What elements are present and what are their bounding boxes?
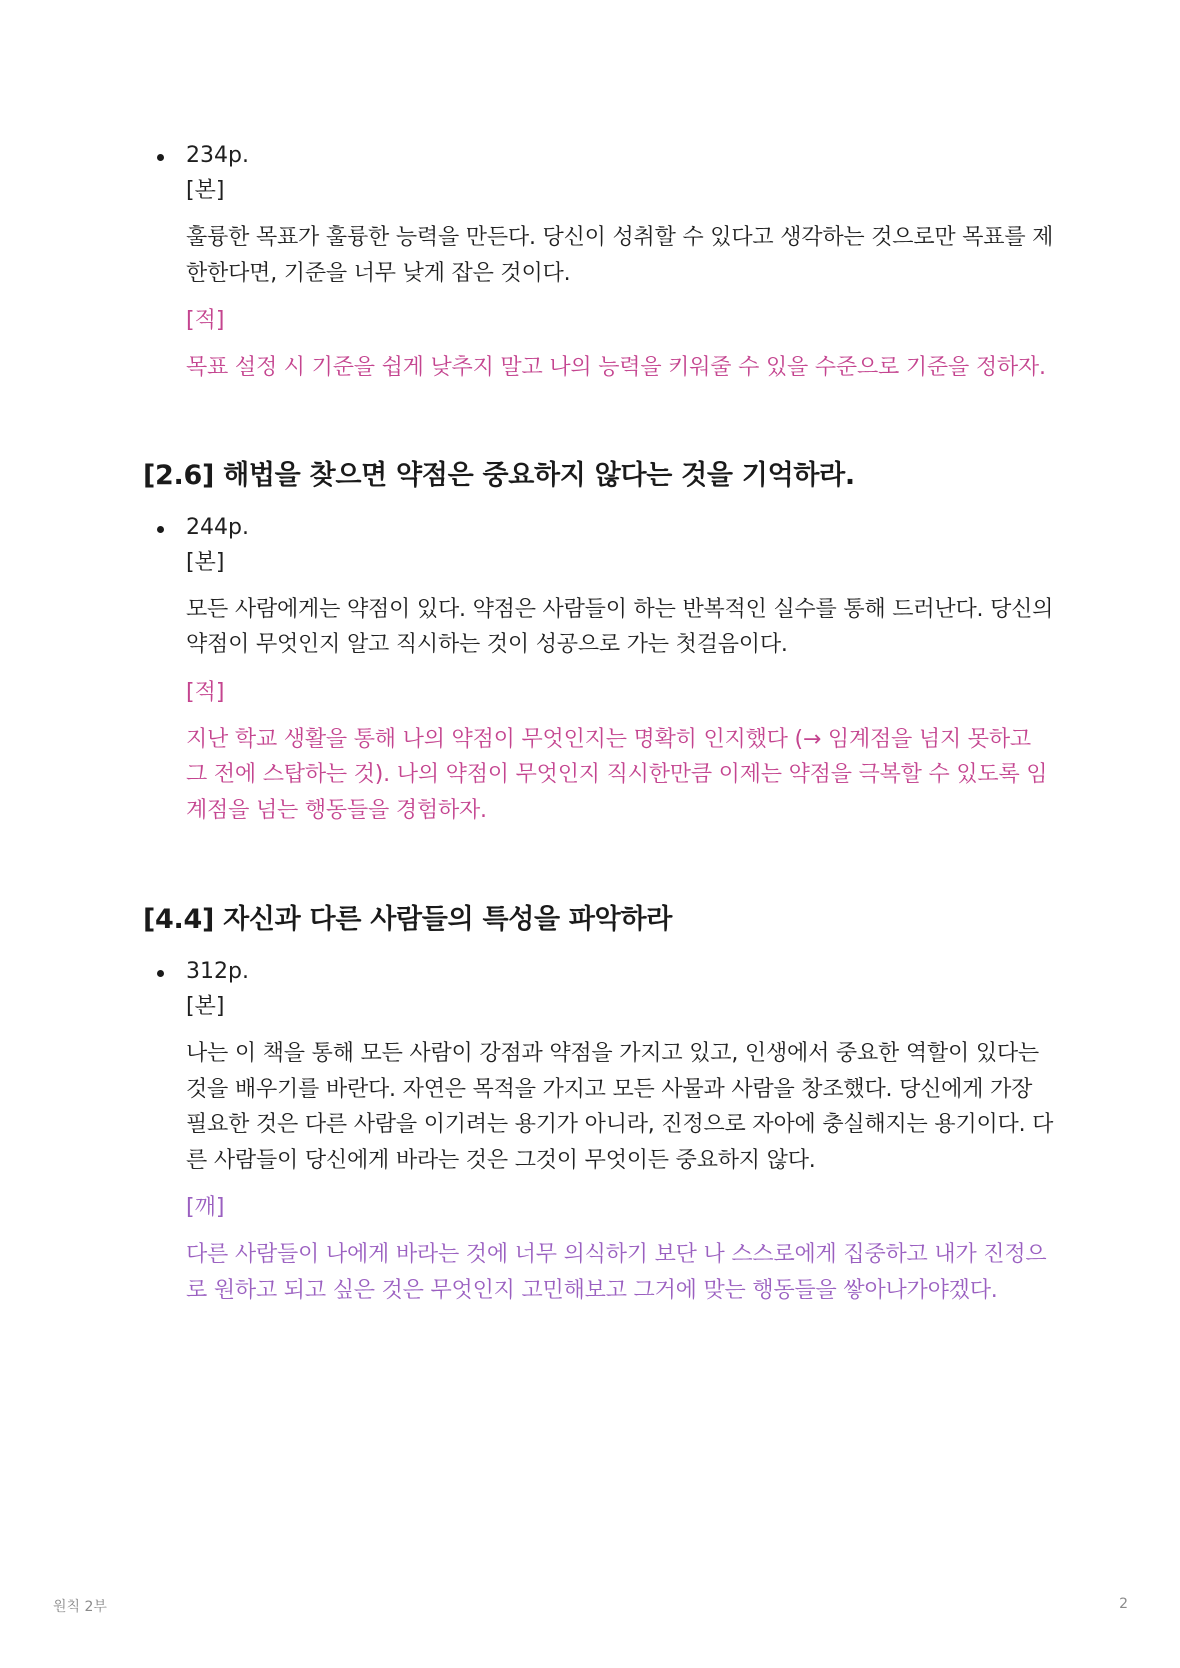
- page-reference: 234p.: [186, 143, 249, 168]
- bon-text: 나는 이 책을 통해 모든 사람이 강점과 약점을 가지고 있고, 인생에서 중요한 역할이 있다는 것을 배우기를 바란다. 자연은 목적을 가지고 모든 사물과 사람을 창조했다. 당신에게 가장 필요한 것은 다른 사람을 이기려는 용기가 아니라, 진정으로 자아에 충실해지는 용기이다. 다른 사람들이 당신에게 바라는 것은 그것이 무엇이든 중요하지 않다.: [186, 1041, 1054, 1173]
- section-3: [143, 900, 1054, 1308]
- bullet-dot: [157, 970, 164, 977]
- note-text: 지난 학교 생활을 통해 나의 약점이 무엇인지는 명확히 인지했다 (→ 임계점을 넘지 못하고 그 전에 스탑하는 것). 나의 약점이 무엇인지 직시한만큼 이제는 약점을 극복할 수 있도록 임계점을 넘는 행동들을 경험하자.: [186, 726, 1048, 823]
- footer-document-title: 원칙 2부: [53, 1599, 107, 1615]
- bullet-item: [143, 954, 1054, 1308]
- note-label: [적]: [186, 308, 225, 333]
- bullet-dot: [157, 154, 164, 161]
- bon-text: 모든 사람에게는 약점이 있다. 약점은 사람들이 하는 반복적인 실수를 통해 드러난다. 당신의 약점이 무엇인지 알고 직시하는 것이 성공으로 가는 첫걸음이다.: [186, 596, 1054, 657]
- bon-label: [본]: [186, 178, 225, 203]
- bon-label: [본]: [186, 549, 225, 575]
- note-label: [깨]: [186, 1195, 225, 1220]
- page-content: [143, 138, 1054, 1372]
- note-label: [적]: [186, 679, 225, 705]
- bullet-item: [143, 138, 1054, 386]
- footer-page-number: 2: [1119, 1596, 1128, 1612]
- note-text: 다른 사람들이 나에게 바라는 것에 너무 의식하기 보단 나 스스로에게 집중하고 내가 진정으로 원하고 되고 싶은 것은 무엇인지 고민해보고 그거에 맞는 행동들을 쌓아나가야겠다.: [186, 1242, 1047, 1303]
- bullet-dot: [157, 526, 164, 533]
- bon-text: 훌륭한 목표가 훌륭한 능력을 만든다. 당신이 성취할 수 있다고 생각하는 것으로만 목표를 제한한다면, 기준을 너무 낮게 잡은 것이다.: [186, 225, 1054, 286]
- bullet-item: [143, 510, 1054, 829]
- section-heading: [4.4] 자신과 다른 사람들의 특성을 파악하라: [143, 904, 673, 935]
- section-1: [143, 138, 1054, 386]
- page-reference: 244p.: [186, 514, 249, 540]
- page-reference: 312p.: [186, 959, 249, 984]
- section-heading: [2.6] 해법을 찾으면 약점은 중요하지 않다는 것을 기억하라.: [143, 459, 855, 491]
- bon-label: [본]: [186, 994, 225, 1019]
- note-text: 목표 설정 시 기준을 쉽게 낮추지 말고 나의 능력을 키워줄 수 있을 수준으로 기준을 정하자.: [186, 355, 1046, 380]
- section-2: [143, 456, 1054, 829]
